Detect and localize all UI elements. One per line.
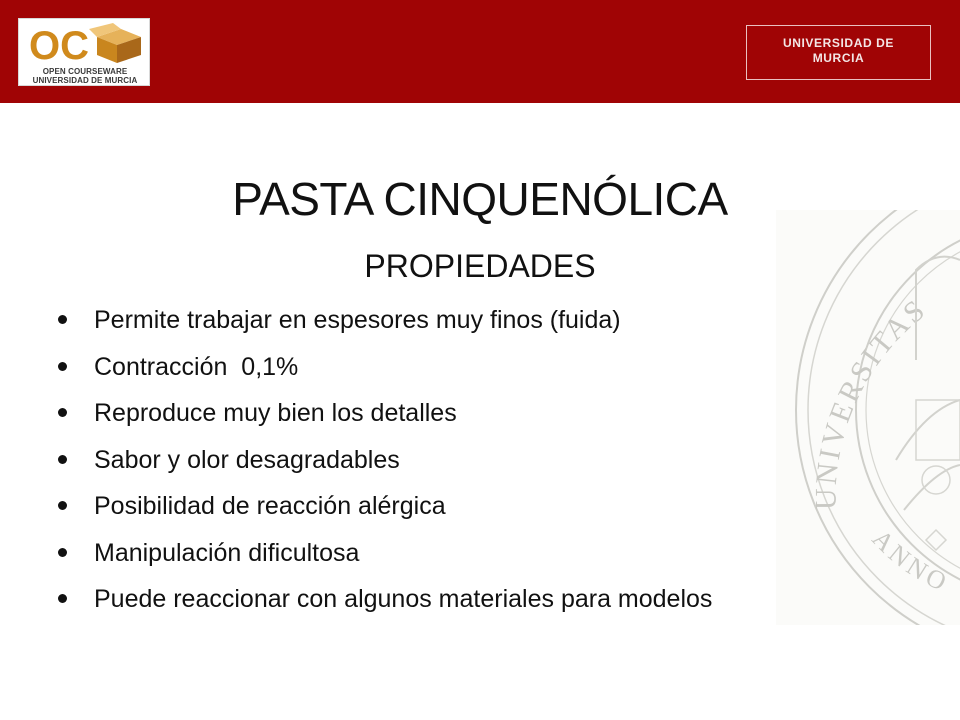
bullet-item	[58, 581, 712, 628]
ocw-logo	[18, 18, 150, 86]
bullet-item	[58, 442, 712, 489]
ocw-logo-line1: OPEN COURSEWARE	[42, 67, 128, 76]
bullet-dot-icon	[58, 548, 67, 557]
bullet-text: Reproduce muy bien los detalles	[94, 399, 457, 427]
bullet-item	[58, 395, 712, 442]
bullet-dot-icon	[58, 408, 67, 417]
bullet-list	[58, 302, 712, 628]
bullet-text: Posibilidad de reacción alérgica	[94, 492, 446, 520]
slide-subtitle: PROPIEDADES	[364, 248, 596, 284]
ocw-mark-text: OC	[29, 24, 89, 65]
bullet-text: Permite trabajar en espesores muy finos (fuida)	[94, 306, 621, 334]
header-bar	[0, 0, 960, 103]
university-logo-line1: UNIVERSIDAD DE	[782, 36, 895, 50]
seal-text: UNIVERSITAS	[809, 292, 934, 511]
bullet-item	[58, 302, 712, 349]
bullet-item	[58, 349, 712, 396]
seal-text-bottom: ANNO	[866, 524, 955, 599]
bullet-dot-icon	[58, 455, 67, 464]
bullet-text: Manipulación dificultosa	[94, 538, 360, 567]
bullet-dot-icon	[58, 315, 67, 324]
ocw-logo-line2: UNIVERSIDAD DE MURCIA	[32, 76, 138, 85]
bullet-dot-icon	[58, 501, 67, 510]
bullet-item	[58, 535, 712, 582]
bullet-text: Contracción 0,1%	[94, 352, 299, 381]
bullet-dot-icon	[58, 362, 67, 371]
bullet-item	[58, 488, 712, 535]
ocw-box-icon	[25, 23, 145, 65]
bullet-text: Sabor y olor desagradables	[94, 445, 400, 474]
slide-title: PASTA CINQUENÓLICA	[232, 173, 728, 225]
university-logo-line2: MURCIA	[812, 51, 865, 65]
university-logo	[746, 25, 931, 80]
bullet-dot-icon	[58, 594, 67, 603]
bullet-text: Puede reaccionar con algunos materiales para modelos	[94, 585, 713, 613]
